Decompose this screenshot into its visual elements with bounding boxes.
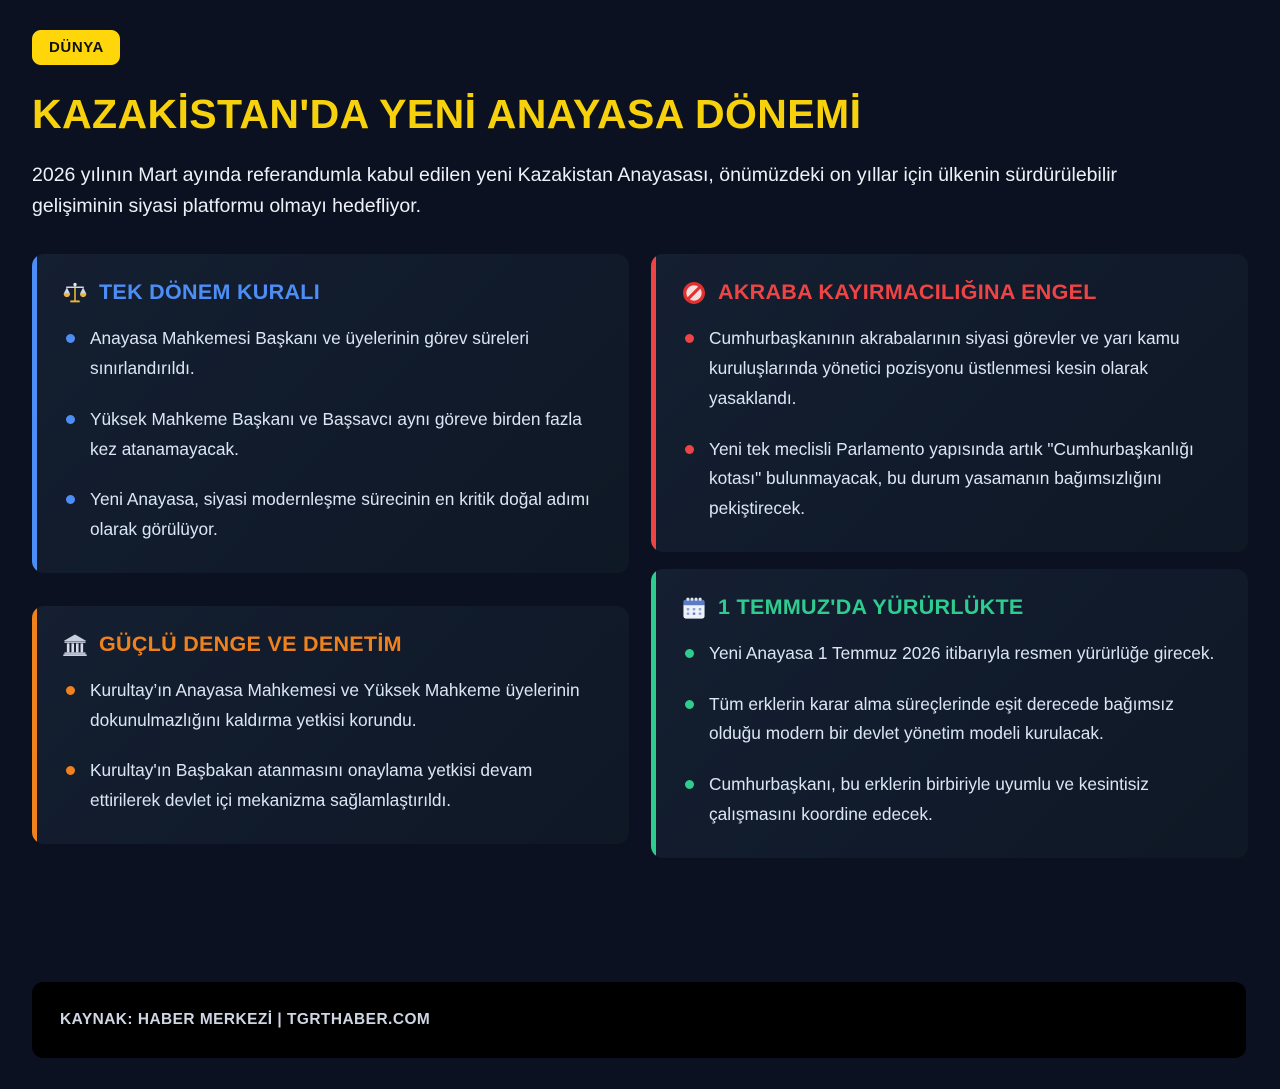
cards-column-right (651, 254, 1248, 857)
list-item: Tüm erklerin karar alma süreçlerinde eşit derecede bağımsız olduğu modern bir devlet yönetim modeli kurulacak. (681, 690, 1220, 750)
list-item: Kurultay’ın Anayasa Mahkemesi ve Yüksek Mahkeme üyelerinin dokunulmazlığını kaldırma yetkisi korundu. (62, 676, 601, 736)
list-item: Yeni tek meclisli Parlamento yapısında artık "Cumhurbaşkanlığı kotası" bulunmayacak, bu durum yasamanın bağımsızlığını pekiştirecek. (681, 435, 1220, 524)
classical-building-icon (62, 632, 88, 658)
balance-scale-icon (62, 280, 88, 306)
category-badge: DÜNYA (32, 30, 120, 65)
list-item: Kurultay'ın Başbakan atanmasını onaylama yetkisi devam ettirilerek devlet içi mekanizma sağlamlaştırıldı. (62, 756, 601, 816)
list-item: Yeni Anayasa, siyasi modernleşme sürecinin en kritik doğal adımı olarak görülüyor. (62, 485, 601, 545)
list-item: Anayasa Mahkemesi Başkanı ve üyelerinin görev süreleri sınırlandırıldı. (62, 324, 601, 384)
cards-column-left (32, 254, 629, 844)
card-header (62, 632, 601, 658)
cards-grid (32, 254, 1248, 857)
card-guclu-denge-ve-denetim (32, 606, 629, 844)
card-bullet-list (62, 676, 601, 816)
list-item: Yüksek Mahkeme Başkanı ve Başsavcı aynı göreve birden fazla kez atanamayacak. (62, 405, 601, 465)
calendar-icon (681, 595, 707, 621)
card-bullet-list (681, 639, 1220, 830)
card-header (681, 595, 1220, 621)
card-title: AKRABA KAYIRMACILIĞINA ENGEL (718, 280, 1097, 305)
source-footer (32, 982, 1246, 1058)
card-1-temmuzda-yururlukte (651, 569, 1248, 858)
card-bullet-list (62, 324, 601, 545)
list-item: Yeni Anayasa 1 Temmuz 2026 itibarıyla resmen yürürlüğe girecek. (681, 639, 1220, 669)
card-bullet-list (681, 324, 1220, 524)
card-tek-donem-kurali (32, 254, 629, 573)
list-item: Cumhurbaşkanının akrabalarının siyasi görevler ve yarı kamu kuruluşlarında yönetici pozisyonu üstlenmesi kesin olarak yasaklandı. (681, 324, 1220, 413)
list-item: Cumhurbaşkanı, bu erklerin birbiriyle uyumlu ve kesintisiz çalışmasını koordine edecek. (681, 770, 1220, 830)
page-title: KAZAKİSTAN'DA YENİ ANAYASA DÖNEMİ (32, 91, 862, 137)
card-header (681, 280, 1220, 306)
card-title: TEK DÖNEM KURALI (99, 280, 320, 305)
source-text: KAYNAK: HABER MERKEZİ | TGRTHABER.COM (60, 1011, 431, 1028)
prohibited-icon (681, 280, 707, 306)
card-title: GÜÇLÜ DENGE VE DENETİM (99, 631, 402, 656)
header (32, 0, 1248, 222)
card-akraba-kayirmaciligina-engel (651, 254, 1248, 552)
card-title: 1 TEMMUZ'DA YÜRÜRLÜKTE (718, 594, 1024, 619)
card-header (62, 280, 601, 306)
page-subtitle: 2026 yılının Mart ayında referandumla kabul edilen yeni Kazakistan Anayasası, önümüzdeki on yıllar için ülkenin sürdürülebilir gelişiminin siyasi platformu olmayı hedefliyor. (32, 163, 1118, 218)
